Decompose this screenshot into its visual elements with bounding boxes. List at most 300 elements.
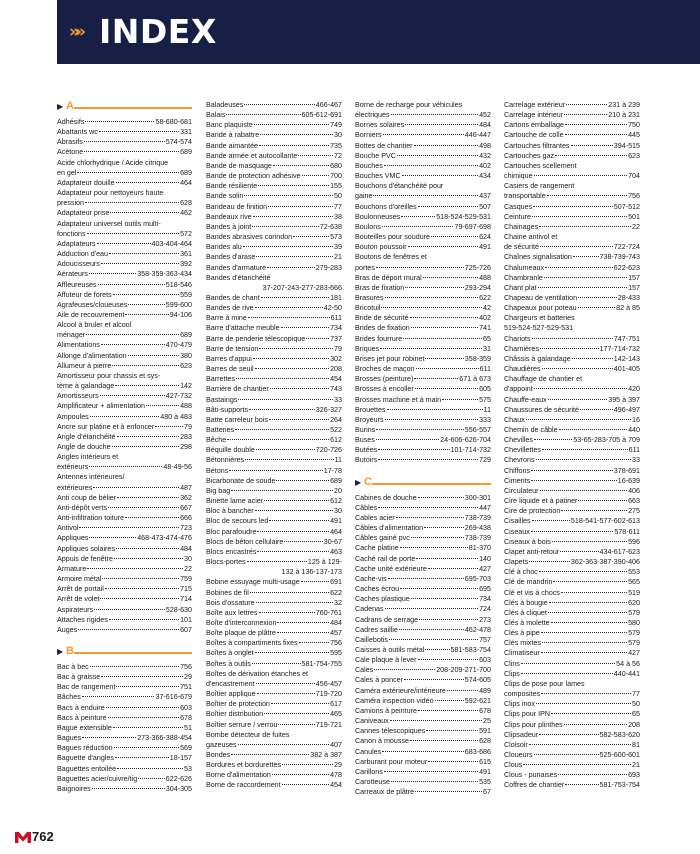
index-entry: [355, 151, 491, 161]
dot-leader: [256, 449, 315, 450]
entry-term: Attaches rigides: [57, 615, 108, 624]
dot-leader: [259, 348, 333, 349]
dot-leader: [561, 510, 627, 511]
index-entry: [355, 635, 491, 645]
entry-term: fonctions: [57, 229, 86, 238]
dot-leader: [382, 226, 454, 227]
entry-pages: 208-209-271-700: [436, 666, 491, 675]
dot-leader: [278, 724, 314, 725]
dot-leader: [431, 236, 478, 237]
dot-leader: [540, 490, 628, 491]
index-entry: [57, 117, 192, 127]
entry-term: transportable: [504, 192, 546, 201]
section-letter: C: [364, 475, 372, 488]
entry-term: Câbles gainé pvc: [355, 534, 410, 543]
entry-pages: 519: [628, 588, 640, 597]
entry-term: Bacs à peinture: [57, 713, 107, 722]
entry-pages: 157: [628, 283, 640, 292]
index-entry: [206, 455, 342, 465]
index-entry: [504, 425, 640, 435]
index-entry: [355, 503, 491, 513]
dot-leader: [116, 548, 179, 549]
dot-leader: [573, 256, 599, 257]
entry-pages: 759: [180, 575, 192, 584]
index-entry: [504, 516, 640, 526]
entry-pages: 181: [330, 293, 342, 302]
index-column-3: [355, 100, 491, 797]
dot-leader: [92, 788, 165, 789]
entry-term: Butées: [355, 446, 378, 455]
index-entry: [57, 208, 192, 218]
entry-pages: 528-630: [165, 605, 192, 614]
index-entry: [57, 764, 192, 774]
index-entry: [504, 395, 640, 405]
index-entry: [355, 242, 491, 252]
entry-term: Adhésifs: [57, 118, 85, 126]
index-entry: [355, 716, 491, 726]
dot-leader: [86, 334, 179, 335]
index-entry: [504, 780, 640, 790]
dot-leader: [125, 314, 168, 315]
dot-leader: [578, 297, 617, 298]
entry-term: Acétone: [57, 148, 84, 157]
entry-pages: 579: [628, 608, 640, 617]
entry-pages: 21: [632, 761, 640, 770]
index-entry-continuation: Bandes d'étanchéité: [206, 273, 271, 282]
index-entry: [355, 110, 491, 120]
entry-pages: 331: [180, 128, 192, 137]
index-entry: [355, 334, 491, 344]
dot-leader: [425, 358, 463, 359]
index-entry: [206, 303, 342, 313]
entry-pages: 683-686: [464, 747, 491, 756]
dot-leader: [101, 344, 165, 345]
entry-pages: 50: [632, 700, 640, 709]
index-entry: [355, 222, 491, 232]
entry-term: Buses: [355, 436, 375, 445]
entry-pages: 581-753-754: [599, 781, 640, 790]
index-entry: [355, 303, 491, 313]
brand-logo-icon: [14, 831, 32, 844]
entry-term: Ampoules: [57, 412, 89, 421]
entry-pages: 72: [334, 151, 342, 160]
entry-pages: 79: [334, 344, 342, 353]
entry-term: Bétons: [206, 466, 229, 475]
entry-term: Blocs de béton cellulaire: [206, 537, 284, 546]
dot-leader: [523, 764, 631, 765]
dot-leader: [544, 277, 627, 278]
index-entry: [504, 659, 640, 669]
index-entry: [206, 120, 342, 130]
index-entry-continuation: Amortisseur pour chassis et sys-: [57, 371, 161, 380]
entry-pages: 689: [180, 331, 192, 340]
entry-term: Borne d'alimentation: [206, 771, 271, 780]
dot-leader: [521, 663, 615, 664]
dot-leader: [252, 663, 301, 664]
entry-term: Clips pour plinthes: [504, 720, 563, 729]
dot-leader: [399, 629, 464, 630]
dot-leader: [264, 713, 329, 714]
entry-term: Broches de maçon: [355, 365, 415, 374]
dot-leader: [532, 216, 627, 217]
entry-pages: 362-363-387-390-406: [570, 558, 640, 567]
dot-leader: [108, 507, 179, 508]
entry-pages: 612: [330, 497, 342, 506]
dot-leader: [547, 195, 627, 196]
entry-pages: 304-305: [165, 784, 192, 793]
index-entry: [57, 544, 192, 554]
dot-leader: [415, 388, 478, 389]
index-entry: [206, 598, 342, 608]
entry-pages: 719-721: [315, 720, 342, 729]
dot-leader: [385, 419, 479, 420]
index-entry: [504, 283, 640, 293]
entry-term: Cales à poncer: [355, 676, 404, 685]
index-entry: [57, 381, 192, 391]
dot-leader: [284, 541, 322, 542]
entry-term: Cales: [355, 666, 374, 675]
entry-term: Batte carreleur bois: [206, 415, 268, 424]
entry-term: Barre d'attache meuble: [206, 324, 280, 333]
dot-leader: [531, 531, 614, 532]
dot-leader: [229, 470, 323, 471]
entry-term: Binette lame acier: [206, 497, 264, 506]
dot-leader: [540, 348, 599, 349]
index-entry: [57, 401, 192, 411]
entry-term: Cloisoir: [504, 740, 528, 749]
entry-term: Bois d'ossature: [206, 598, 255, 607]
entry-term: gaine: [355, 192, 373, 201]
dot-leader: [85, 202, 179, 203]
entry-pages: 445: [628, 131, 640, 140]
entry-term: Cartouche de colle: [504, 131, 564, 140]
index-entry: [206, 405, 342, 415]
entry-term: Canon à mousse: [355, 737, 409, 746]
entry-term: Camions à peinture: [355, 706, 417, 715]
index-entry-continuation: Alcool à bruler et alcool: [57, 321, 132, 330]
dot-leader: [78, 629, 179, 630]
index-entry: [355, 405, 491, 415]
dot-leader: [226, 114, 300, 115]
index-entry: [504, 222, 640, 232]
entry-term: Boîte aux lettres: [206, 608, 258, 617]
index-entry: [206, 374, 342, 384]
index-entry: [206, 527, 342, 537]
entry-term: Appuis de fenêtre: [57, 554, 113, 563]
index-entry: [504, 760, 640, 770]
entry-pages: 17-78: [323, 466, 342, 475]
entry-pages: 30: [334, 507, 342, 516]
entry-pages: 496-497: [613, 405, 640, 414]
entry-term: Broyeurs: [355, 415, 384, 424]
dot-leader: [391, 114, 479, 115]
entry-pages: 440-441: [613, 669, 640, 678]
entry-pages: 622-626: [165, 774, 192, 783]
entry-term: Carillons: [355, 767, 383, 776]
index-entry: [57, 280, 192, 290]
entry-pages: 715: [180, 585, 192, 594]
index-entry: [57, 198, 192, 208]
entry-term: Ciseaux à bois: [504, 537, 551, 546]
entry-term: Cabines de douche: [355, 493, 417, 502]
dot-leader: [113, 727, 183, 728]
index-entry: [206, 384, 342, 394]
entry-pages: 81-370: [468, 544, 491, 553]
entry-pages: 29: [184, 673, 192, 682]
entry-term: Adduction d'eau: [57, 250, 108, 259]
entry-term: Boîtier de protection: [206, 700, 270, 709]
entry-term: Chapeau de ventilation: [504, 293, 578, 302]
dot-leader: [270, 388, 329, 389]
entry-pages: 279-283: [315, 263, 342, 272]
dot-leader: [90, 666, 179, 667]
index-entry: [355, 293, 491, 303]
entry-pages: 695: [479, 585, 491, 594]
entry-pages: 51: [184, 723, 192, 732]
index-entry: [504, 334, 640, 344]
entry-pages: 456-457: [315, 679, 342, 688]
entry-term: Châssis à galandage: [504, 354, 571, 363]
entry-term: Clé à choc: [504, 568, 538, 577]
entry-term: Ciseaux: [504, 527, 530, 536]
section-divider: [74, 652, 192, 654]
entry-term: Bande résiliente: [206, 182, 258, 191]
index-entry: [57, 493, 192, 503]
dot-leader: [269, 520, 329, 521]
entry-term: Charnières: [504, 344, 539, 353]
dot-leader: [551, 713, 631, 714]
index-entry: [504, 354, 640, 364]
dot-leader: [442, 399, 478, 400]
dot-leader: [255, 652, 329, 653]
dot-leader: [238, 744, 330, 745]
dot-leader: [426, 730, 478, 731]
entry-pages: 392: [180, 260, 192, 269]
dot-leader: [396, 517, 464, 518]
entry-pages: 79-697-698: [454, 222, 491, 231]
dot-leader: [256, 256, 333, 257]
index-entry: [206, 638, 342, 648]
entry-term: Aérateurs: [57, 270, 88, 279]
entry-term: Bagues: [57, 734, 82, 743]
index-entry: [355, 232, 491, 242]
index-entry: [206, 425, 342, 435]
dot-leader: [100, 598, 179, 599]
entry-term: Cadres saillie: [355, 625, 398, 634]
index-entry: [355, 584, 491, 594]
dot-leader: [101, 676, 183, 677]
entry-pages: 402: [479, 314, 491, 323]
index-entry: [57, 692, 192, 702]
entry-term: Carreaux de plâtre: [355, 788, 415, 797]
entry-pages: 569: [180, 744, 192, 753]
index-entry: [355, 686, 491, 696]
entry-pages: 738-739: [464, 513, 491, 522]
index-entry: [355, 665, 491, 675]
entry-term: Baguettes acier/cuivre/tig: [57, 774, 138, 783]
entry-pages: 580: [628, 618, 640, 627]
entry-term: Baguettes entoilée: [57, 764, 117, 773]
dot-leader: [146, 405, 179, 406]
index-entry: [57, 168, 192, 178]
dot-leader: [540, 246, 613, 247]
index-entry: [57, 483, 192, 493]
index-entry: [355, 604, 491, 614]
entry-term: Bandes d'arase: [206, 253, 256, 262]
index-entry: [504, 273, 640, 283]
entry-pages: 30: [184, 554, 192, 563]
entry-pages: 591: [479, 727, 491, 736]
dot-leader: [90, 416, 159, 417]
entry-term: Bouton poussoir: [355, 243, 407, 252]
entry-pages: 22: [184, 564, 192, 573]
entry-pages: 522: [330, 426, 342, 434]
index-entry-continuation: 37-207-243-277-283-666: [262, 283, 342, 292]
dot-leader: [405, 287, 464, 288]
index-entry: [355, 313, 491, 323]
entry-term: Baignoires: [57, 784, 91, 793]
dot-leader: [244, 195, 333, 196]
index-entry: [57, 662, 192, 672]
entry-pages: 611: [330, 314, 342, 323]
index-entry: [355, 263, 491, 273]
entry-term: portes: [355, 263, 375, 272]
entry-term: Clé de mandrin: [504, 578, 553, 587]
dot-leader: [418, 497, 464, 498]
dot-leader: [238, 399, 333, 400]
entry-pages: 579: [628, 639, 640, 648]
dot-leader: [94, 609, 165, 610]
index-entry: [206, 130, 342, 140]
entry-term: Cadenas: [355, 605, 384, 614]
entry-term: Chaux: [504, 415, 525, 424]
index-entry: [206, 618, 342, 628]
entry-term: Bétonnières: [206, 456, 245, 465]
entry-term: Anti coup de bélier: [57, 493, 117, 502]
entry-term: Brosses à encoller: [355, 385, 414, 394]
entry-pages: 518-546: [165, 280, 192, 289]
dot-leader: [376, 267, 464, 268]
entry-term: Chalumeaux: [504, 263, 545, 272]
entry-term: Bande armée et autocollante: [206, 151, 298, 160]
dot-leader: [378, 459, 478, 460]
index-entry: [504, 435, 640, 445]
entry-pages: 77: [334, 202, 342, 211]
index-entry: [355, 191, 491, 201]
dot-leader: [558, 774, 627, 775]
index-entry: [355, 513, 491, 523]
index-entry-continuation: Clips de pose pour lames: [504, 679, 585, 688]
dot-leader: [435, 700, 464, 701]
entry-term: Allonge d'alimentation: [57, 351, 127, 360]
entry-term: Clips: [504, 669, 520, 678]
dot-leader: [79, 527, 179, 528]
entry-term: Bouteilles pour soudure: [355, 233, 431, 242]
entry-pages: 53: [184, 764, 192, 773]
entry-term: Brouettes: [355, 405, 386, 414]
entry-term: Canules: [355, 747, 382, 756]
entry-pages: 535: [479, 778, 491, 786]
entry-term: Amortisseurs: [57, 392, 99, 401]
entry-term: Clapets: [504, 558, 529, 567]
index-entry: [206, 323, 342, 333]
index-entry: [57, 249, 192, 259]
entry-pages: 691: [330, 578, 342, 587]
index-entry: [206, 750, 342, 760]
entry-pages: 743: [330, 385, 342, 394]
index-entry: [206, 476, 342, 486]
dot-leader: [418, 206, 478, 207]
index-entry: [206, 720, 342, 730]
dot-leader: [269, 419, 329, 420]
triangle-bullet-icon: ▶: [355, 477, 362, 487]
entry-pages: 623: [628, 151, 640, 160]
dot-leader: [109, 619, 179, 620]
entry-term: Bobines de fil: [206, 588, 249, 597]
entry-term: Cache platine: [355, 544, 399, 553]
entry-term: Bac de rangement: [57, 683, 116, 692]
entry-term: Bride de sécurité: [355, 314, 409, 323]
entry-term: Allumeur à pierre: [57, 361, 112, 370]
dot-leader: [533, 206, 613, 207]
dot-leader: [565, 784, 598, 785]
entry-pages: 749: [330, 121, 342, 130]
section-header: [355, 476, 491, 491]
index-entry: [504, 364, 640, 374]
dot-leader: [114, 747, 180, 748]
entry-term: Boîtier serrure / verrou: [206, 720, 278, 729]
entry-pages: 488: [479, 273, 491, 282]
entry-term: Barrettes: [206, 375, 235, 384]
dot-leader: [385, 608, 478, 609]
index-entry-continuation: Bouchons d'étanchéité pour: [355, 182, 444, 191]
dot-leader: [401, 216, 435, 217]
entry-term: Béquille double: [206, 446, 255, 455]
dot-leader: [415, 791, 482, 792]
entry-pages: 581-754-755: [301, 659, 342, 668]
entry-term: Câbles d'alimentation: [355, 524, 424, 533]
entry-term: Bastaings: [206, 395, 238, 404]
index-entry: [355, 455, 491, 465]
index-entry: [504, 293, 640, 303]
index-entry: [206, 537, 342, 547]
entry-pages: 470-479: [165, 341, 192, 350]
entry-pages: 628: [180, 199, 192, 208]
entry-pages: 300-301: [464, 493, 491, 502]
index-entry: [504, 588, 640, 598]
dot-leader: [416, 558, 478, 559]
dot-leader: [539, 571, 627, 572]
entry-term: Chainages: [504, 222, 539, 231]
entry-term: gazeuses: [206, 740, 237, 749]
index-entry: [504, 770, 640, 780]
entry-term: Cisailles: [504, 517, 531, 526]
dot-leader: [572, 358, 613, 359]
dot-leader: [138, 778, 165, 779]
entry-term: Bacs à enduire: [57, 703, 105, 712]
dot-leader: [302, 175, 330, 176]
index-entry-continuation: Casiers de rangement: [504, 182, 575, 191]
entry-term: Ceinture: [504, 212, 531, 221]
entry-pages: 11: [483, 405, 491, 414]
entry-term: Chambranle: [504, 273, 543, 282]
dot-leader: [388, 578, 464, 579]
dot-leader: [428, 761, 478, 762]
dot-leader: [114, 558, 183, 559]
entry-term: Clés à cliquet: [504, 608, 547, 617]
index-entry: [355, 767, 491, 777]
dot-leader: [542, 368, 613, 369]
